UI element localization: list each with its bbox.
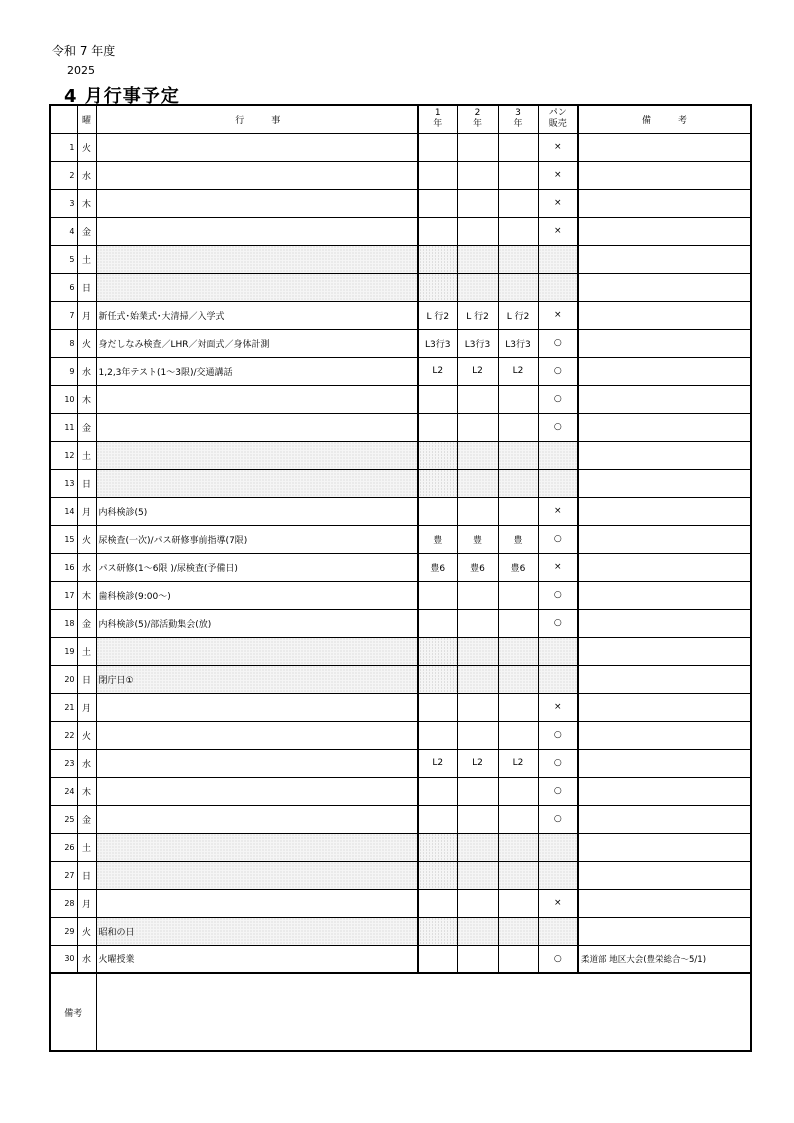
grade1-cell — [418, 273, 457, 301]
grade3-cell — [498, 833, 538, 861]
bread-sales-cell — [538, 833, 578, 861]
schedule-row — [50, 805, 751, 833]
event-cell: 1,2,3年テスト(1～3限)/交通講話 — [96, 357, 418, 385]
grade1-cell — [418, 889, 457, 917]
grade2-cell — [457, 861, 498, 889]
notes-cell — [578, 805, 751, 833]
bread-sales-cell: ○ — [538, 721, 578, 749]
bread-sales-cell: × — [538, 553, 578, 581]
grade2-cell — [457, 833, 498, 861]
event-cell — [96, 161, 418, 189]
notes-cell — [578, 749, 751, 777]
schedule-row — [50, 245, 751, 273]
grade2-cell — [457, 273, 498, 301]
notes-cell — [578, 329, 751, 357]
event-cell — [96, 833, 418, 861]
schedule-row — [50, 329, 751, 357]
notes-cell — [578, 245, 751, 273]
dow-cell: 木 — [77, 189, 96, 217]
grade1-cell — [418, 833, 457, 861]
day-cell: 24 — [50, 777, 77, 805]
dow-cell: 土 — [77, 833, 96, 861]
day-cell: 7 — [50, 301, 77, 329]
notes-cell — [578, 133, 751, 161]
schedule-row — [50, 665, 751, 693]
event-cell — [96, 777, 418, 805]
dow-cell: 月 — [77, 301, 96, 329]
schedule-table — [49, 104, 752, 1052]
event-cell: 昭和の日 — [96, 917, 418, 945]
grade2-cell — [457, 469, 498, 497]
notes-cell — [578, 441, 751, 469]
notes-cell — [578, 889, 751, 917]
day-cell: 27 — [50, 861, 77, 889]
grade3-cell — [498, 665, 538, 693]
grade2-header — [457, 105, 498, 133]
schedule-row — [50, 525, 751, 553]
notes-cell: 柔道部 地区大会(豊栄総合～5/1) — [578, 945, 751, 973]
event-cell — [96, 385, 418, 413]
event-cell: 歯科検診(9:00～) — [96, 581, 418, 609]
grade1-cell: 豊6 — [418, 553, 457, 581]
grade1-cell — [418, 609, 457, 637]
bread-sales-cell: × — [538, 497, 578, 525]
dow-cell: 日 — [77, 469, 96, 497]
bread-sales-cell — [538, 273, 578, 301]
event-cell — [96, 441, 418, 469]
grade1-cell — [418, 161, 457, 189]
grade1-cell — [418, 721, 457, 749]
grade3-cell: L2 — [498, 749, 538, 777]
grade1-cell: L3行3 — [418, 329, 457, 357]
grade3-cell — [498, 189, 538, 217]
dow-cell: 火 — [77, 525, 96, 553]
grade3-cell — [498, 693, 538, 721]
schedule-row — [50, 357, 751, 385]
grade1-header-unit: 年 — [433, 119, 443, 130]
event-cell: 新任式･始業式･大清掃／入学式 — [96, 301, 418, 329]
dow-cell: 木 — [77, 581, 96, 609]
grade3-cell — [498, 245, 538, 273]
bread-header-top: パン — [548, 108, 567, 119]
grade3-cell: 豊6 — [498, 553, 538, 581]
bread-sales-cell: × — [538, 693, 578, 721]
dow-cell: 金 — [77, 217, 96, 245]
bread-sales-cell: ○ — [538, 805, 578, 833]
grade1-cell — [418, 469, 457, 497]
notes-cell — [578, 301, 751, 329]
grade3-cell — [498, 133, 538, 161]
grade2-cell — [457, 189, 498, 217]
grade3-cell — [498, 413, 538, 441]
event-cell: 内科検診(5)/部活動集会(放) — [96, 609, 418, 637]
grade2-cell — [457, 385, 498, 413]
dow-cell: 水 — [77, 161, 96, 189]
dow-cell: 土 — [77, 441, 96, 469]
grade1-cell — [418, 413, 457, 441]
dow-cell: 土 — [77, 637, 96, 665]
grade2-cell — [457, 581, 498, 609]
grade3-cell — [498, 497, 538, 525]
bread-sales-cell: ○ — [538, 357, 578, 385]
day-cell: 8 — [50, 329, 77, 357]
grade2-cell — [457, 665, 498, 693]
schedule-row — [50, 385, 751, 413]
notes-cell — [578, 609, 751, 637]
grade3-cell — [498, 805, 538, 833]
grade1-cell — [418, 497, 457, 525]
header-row — [50, 105, 751, 133]
grade1-cell: L2 — [418, 749, 457, 777]
grade2-cell: 豊6 — [457, 553, 498, 581]
grade3-cell — [498, 861, 538, 889]
grade3-header-unit: 年 — [513, 119, 523, 130]
grade2-cell — [457, 805, 498, 833]
day-cell: 5 — [50, 245, 77, 273]
grade2-cell — [457, 637, 498, 665]
bread-sales-cell: × — [538, 301, 578, 329]
dow-cell: 日 — [77, 665, 96, 693]
schedule-row — [50, 469, 751, 497]
dow-cell: 火 — [77, 133, 96, 161]
event-cell: 内科検診(5) — [96, 497, 418, 525]
remarks-label: 備考 — [50, 973, 96, 1051]
notes-cell — [578, 385, 751, 413]
grade1-cell — [418, 693, 457, 721]
day-cell: 17 — [50, 581, 77, 609]
page-title: 4 月行事予定 — [64, 86, 180, 107]
grade3-header — [498, 105, 538, 133]
schedule-row — [50, 721, 751, 749]
grade3-cell — [498, 469, 538, 497]
schedule-row — [50, 917, 751, 945]
grade2-cell — [457, 217, 498, 245]
grade2-header-num: 2 — [474, 108, 481, 119]
schedule-row — [50, 189, 751, 217]
schedule-row — [50, 609, 751, 637]
grade2-cell — [457, 693, 498, 721]
event-cell: パス研修(1～6限 )/尿検査(予備日) — [96, 553, 418, 581]
grade3-cell — [498, 777, 538, 805]
notes-cell — [578, 413, 751, 441]
bread-sales-cell: ○ — [538, 329, 578, 357]
schedule-row — [50, 217, 751, 245]
grade1-cell — [418, 861, 457, 889]
grade1-cell: L2 — [418, 357, 457, 385]
notes-cell — [578, 917, 751, 945]
event-cell — [96, 861, 418, 889]
day-cell: 19 — [50, 637, 77, 665]
day-cell: 10 — [50, 385, 77, 413]
grade1-cell — [418, 133, 457, 161]
day-cell: 14 — [50, 497, 77, 525]
day-cell: 21 — [50, 693, 77, 721]
day-cell: 22 — [50, 721, 77, 749]
grade2-cell — [457, 945, 498, 973]
notes-cell — [578, 581, 751, 609]
fiscal-year-western: 2025 — [67, 64, 95, 77]
grade3-cell — [498, 581, 538, 609]
schedule-row — [50, 637, 751, 665]
day-cell: 29 — [50, 917, 77, 945]
notes-cell — [578, 777, 751, 805]
grade2-cell — [457, 609, 498, 637]
event-cell — [96, 413, 418, 441]
schedule-row — [50, 693, 751, 721]
schedule-row — [50, 273, 751, 301]
grade2-cell: L 行2 — [457, 301, 498, 329]
bread-sales-cell — [538, 245, 578, 273]
grade2-cell: L3行3 — [457, 329, 498, 357]
grade3-cell — [498, 161, 538, 189]
notes-cell — [578, 217, 751, 245]
event-header: 行 事 — [96, 105, 418, 133]
notes-header: 備 考 — [578, 105, 751, 133]
day-cell: 11 — [50, 413, 77, 441]
grade1-header-num: 1 — [434, 108, 441, 119]
notes-cell — [578, 161, 751, 189]
schedule-row — [50, 553, 751, 581]
grade3-header-num: 3 — [515, 108, 521, 119]
bread-sales-cell: ○ — [538, 525, 578, 553]
bread-sales-cell — [538, 441, 578, 469]
dow-cell: 水 — [77, 945, 96, 973]
bread-sales-cell — [538, 917, 578, 945]
bread-sales-cell — [538, 665, 578, 693]
grade2-cell — [457, 441, 498, 469]
day-cell: 18 — [50, 609, 77, 637]
notes-cell — [578, 693, 751, 721]
event-cell — [96, 637, 418, 665]
day-header — [50, 105, 77, 133]
event-cell — [96, 805, 418, 833]
schedule-row — [50, 413, 751, 441]
event-cell — [96, 217, 418, 245]
day-cell: 6 — [50, 273, 77, 301]
notes-cell — [578, 637, 751, 665]
grade2-cell — [457, 133, 498, 161]
day-cell: 26 — [50, 833, 77, 861]
event-cell — [96, 721, 418, 749]
notes-cell — [578, 861, 751, 889]
bread-sales-cell — [538, 861, 578, 889]
remarks-area — [96, 973, 751, 1051]
bread-sales-cell: ○ — [538, 413, 578, 441]
grade3-cell — [498, 273, 538, 301]
bread-sales-header — [538, 105, 578, 133]
grade2-cell — [457, 777, 498, 805]
grade2-cell — [457, 413, 498, 441]
grade3-cell — [498, 441, 538, 469]
grade3-cell: L2 — [498, 357, 538, 385]
dow-header: 曜 — [77, 105, 96, 133]
grade1-cell: 豊 — [418, 525, 457, 553]
day-cell: 30 — [50, 945, 77, 973]
event-cell: 身だしなみ検査／LHR／対面式／身体計測 — [96, 329, 418, 357]
grade1-cell — [418, 245, 457, 273]
dow-cell: 木 — [77, 777, 96, 805]
grade1-cell — [418, 217, 457, 245]
notes-cell — [578, 497, 751, 525]
schedule-row — [50, 777, 751, 805]
event-cell: 火曜授業 — [96, 945, 418, 973]
day-cell: 23 — [50, 749, 77, 777]
remarks-row — [50, 973, 751, 1051]
notes-cell — [578, 525, 751, 553]
dow-cell: 日 — [77, 273, 96, 301]
grade3-cell: L 行2 — [498, 301, 538, 329]
schedule-row — [50, 581, 751, 609]
schedule-row — [50, 161, 751, 189]
bread-sales-cell: ○ — [538, 749, 578, 777]
notes-cell — [578, 665, 751, 693]
schedule-row — [50, 833, 751, 861]
dow-cell: 金 — [77, 413, 96, 441]
grade2-cell: L2 — [457, 357, 498, 385]
grade2-cell — [457, 917, 498, 945]
grade1-cell — [418, 945, 457, 973]
bread-sales-cell: ○ — [538, 385, 578, 413]
event-cell — [96, 133, 418, 161]
grade3-cell — [498, 721, 538, 749]
grade2-cell: 豊 — [457, 525, 498, 553]
grade1-cell — [418, 581, 457, 609]
dow-cell: 火 — [77, 721, 96, 749]
schedule-body — [50, 133, 751, 973]
bread-sales-cell: ○ — [538, 777, 578, 805]
schedule-row — [50, 889, 751, 917]
grade1-cell: L 行2 — [418, 301, 457, 329]
bread-sales-cell: × — [538, 161, 578, 189]
grade1-header — [418, 105, 457, 133]
notes-cell — [578, 357, 751, 385]
notes-cell — [578, 189, 751, 217]
bread-sales-cell: × — [538, 133, 578, 161]
day-cell: 20 — [50, 665, 77, 693]
grade1-cell — [418, 189, 457, 217]
grade3-cell: 豊 — [498, 525, 538, 553]
grade2-cell — [457, 161, 498, 189]
grade1-cell — [418, 637, 457, 665]
event-cell: 尿検査(一次)/パス研修事前指導(7限) — [96, 525, 418, 553]
bread-sales-cell — [538, 469, 578, 497]
grade2-cell — [457, 889, 498, 917]
day-cell: 2 — [50, 161, 77, 189]
dow-cell: 火 — [77, 917, 96, 945]
bread-sales-cell: ○ — [538, 581, 578, 609]
dow-cell: 水 — [77, 357, 96, 385]
notes-cell — [578, 721, 751, 749]
bread-sales-cell: × — [538, 189, 578, 217]
day-cell: 9 — [50, 357, 77, 385]
grade3-cell — [498, 917, 538, 945]
dow-cell: 水 — [77, 749, 96, 777]
grade1-cell — [418, 385, 457, 413]
day-cell: 16 — [50, 553, 77, 581]
grade2-cell — [457, 245, 498, 273]
notes-cell — [578, 553, 751, 581]
grade1-cell — [418, 917, 457, 945]
dow-cell: 日 — [77, 861, 96, 889]
day-cell: 28 — [50, 889, 77, 917]
dow-cell: 金 — [77, 805, 96, 833]
fiscal-year-era: 令和 7 年度 — [52, 44, 116, 58]
event-cell: 閉庁日① — [96, 665, 418, 693]
bread-sales-cell: ○ — [538, 609, 578, 637]
grade3-cell — [498, 945, 538, 973]
dow-cell: 月 — [77, 497, 96, 525]
bread-sales-cell: × — [538, 217, 578, 245]
dow-cell: 木 — [77, 385, 96, 413]
grade3-cell — [498, 385, 538, 413]
event-cell — [96, 889, 418, 917]
day-cell: 4 — [50, 217, 77, 245]
notes-cell — [578, 273, 751, 301]
dow-cell: 土 — [77, 245, 96, 273]
grade2-header-unit: 年 — [472, 119, 482, 130]
schedule-row — [50, 945, 751, 973]
notes-cell — [578, 833, 751, 861]
grade3-cell — [498, 217, 538, 245]
schedule-row — [50, 497, 751, 525]
event-cell — [96, 189, 418, 217]
grade1-cell — [418, 805, 457, 833]
dow-cell: 水 — [77, 553, 96, 581]
grade2-cell — [457, 497, 498, 525]
event-cell — [96, 273, 418, 301]
day-cell: 3 — [50, 189, 77, 217]
day-cell: 1 — [50, 133, 77, 161]
grade3-cell — [498, 609, 538, 637]
bread-sales-cell — [538, 637, 578, 665]
schedule-row — [50, 301, 751, 329]
event-cell — [96, 469, 418, 497]
grade2-cell: L2 — [457, 749, 498, 777]
grade2-cell — [457, 721, 498, 749]
dow-cell: 月 — [77, 889, 96, 917]
event-cell — [96, 245, 418, 273]
grade3-cell: L3行3 — [498, 329, 538, 357]
schedule-row — [50, 861, 751, 889]
day-cell: 15 — [50, 525, 77, 553]
grade1-cell — [418, 441, 457, 469]
grade1-cell — [418, 665, 457, 693]
day-cell: 12 — [50, 441, 77, 469]
bread-sales-cell: ○ — [538, 945, 578, 973]
schedule-row — [50, 749, 751, 777]
grade3-cell — [498, 889, 538, 917]
dow-cell: 火 — [77, 329, 96, 357]
notes-cell — [578, 469, 751, 497]
grade1-cell — [418, 777, 457, 805]
event-cell — [96, 693, 418, 721]
dow-cell: 月 — [77, 693, 96, 721]
bread-header-bottom: 販売 — [548, 119, 567, 130]
schedule-row — [50, 441, 751, 469]
day-cell: 13 — [50, 469, 77, 497]
schedule-row — [50, 133, 751, 161]
event-cell — [96, 749, 418, 777]
day-cell: 25 — [50, 805, 77, 833]
dow-cell: 金 — [77, 609, 96, 637]
grade3-cell — [498, 637, 538, 665]
bread-sales-cell: × — [538, 889, 578, 917]
